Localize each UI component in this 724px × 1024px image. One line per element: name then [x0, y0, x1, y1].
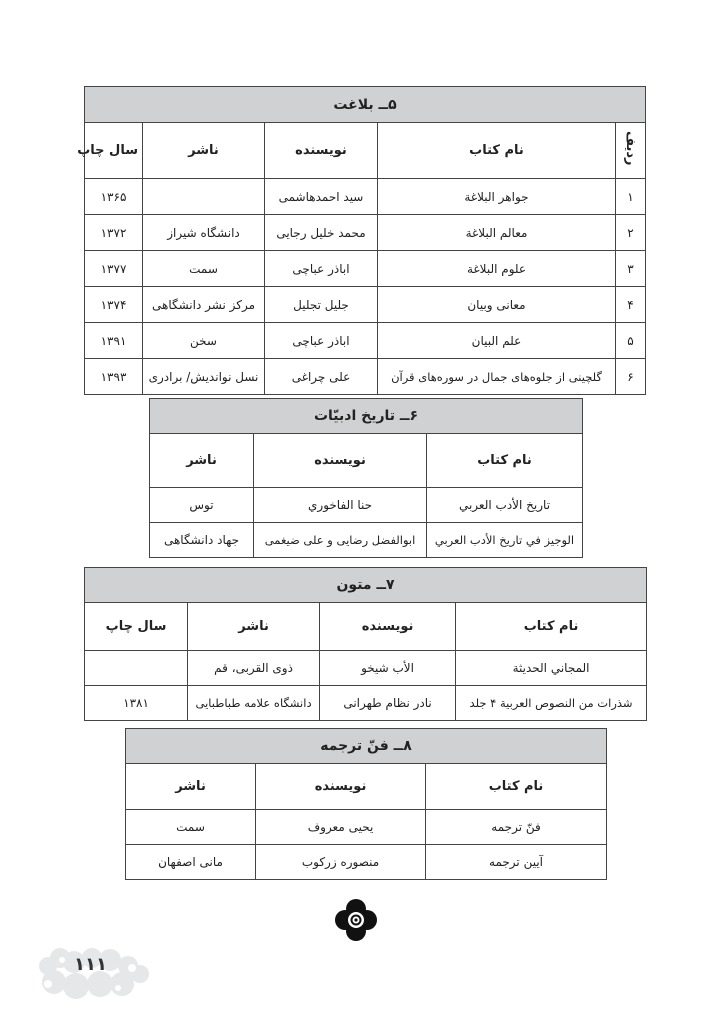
cell-year: ۱۳۷۷: [85, 251, 143, 287]
cell-publisher: سمت: [143, 251, 265, 287]
section-title: ۷ــ متون: [85, 568, 647, 603]
header-book: نام کتاب: [456, 603, 647, 651]
table-row: [85, 686, 647, 721]
header-year: سال چاپ: [85, 603, 188, 651]
table-row: [85, 215, 646, 251]
cell-publisher: ذوی القربی، قم: [188, 651, 320, 686]
cell-year: [85, 651, 188, 686]
table-texts: [84, 567, 647, 721]
cell-year: ۱۳۹۱: [85, 323, 143, 359]
cell-row-number: ۳: [616, 251, 646, 287]
cell-book: گلچینی از جلوه‌های جمال در سوره‌های قرآن: [378, 359, 616, 395]
cell-author: اباذر عباچی: [265, 251, 378, 287]
cell-book: آیین ترجمه: [426, 845, 607, 880]
table-row: [126, 845, 607, 880]
cell-publisher: نسل نواندیش/ برادری: [143, 359, 265, 395]
cell-author: علی چراغی: [265, 359, 378, 395]
cell-row-number: ۱: [616, 179, 646, 215]
cell-row-number: ۵: [616, 323, 646, 359]
cell-publisher: سمت: [126, 810, 256, 845]
cell-book: معالم البلاغة: [378, 215, 616, 251]
page-number-area: [34, 944, 154, 1004]
cell-publisher: جهاد دانشگاهی: [150, 523, 254, 558]
section-title: ۸ــ فنّ ترجمه: [126, 729, 607, 764]
cell-publisher: دانشگاه علامه طباطبایی: [188, 686, 320, 721]
cell-year: ۱۳۶۵: [85, 179, 143, 215]
cell-author: سید احمدهاشمی: [265, 179, 378, 215]
table-row: [85, 251, 646, 287]
cell-book: شذرات من النصوص العربیة ۴ جلد: [456, 686, 647, 721]
cell-publisher: توس: [150, 488, 254, 523]
table-literary-history: [149, 398, 583, 558]
cell-author: ابوالفضل رضایی و علی ضیغمی: [254, 523, 427, 558]
cell-author: یحیی معروف: [256, 810, 426, 845]
cell-author: جلیل تجلیل: [265, 287, 378, 323]
header-author: نویسنده: [254, 434, 427, 488]
cell-book: الوجیز في تاریخ الأدب العربي: [427, 523, 583, 558]
table-row: [85, 359, 646, 395]
table-row: [126, 810, 607, 845]
cell-year: ۱۳۹۳: [85, 359, 143, 395]
cell-row-number: ۲: [616, 215, 646, 251]
cell-publisher: مانی اصفهان: [126, 845, 256, 880]
header-row-number: ردیف: [616, 123, 646, 179]
table-translation: [125, 728, 607, 880]
table-row: [85, 651, 647, 686]
cell-publisher: دانشگاه شیراز: [143, 215, 265, 251]
cell-author: الأب شیخو: [320, 651, 456, 686]
cell-book: معانی وبیان: [378, 287, 616, 323]
cell-author: محمد خلیل رجایی: [265, 215, 378, 251]
table-balaghat: [77, 86, 646, 395]
cell-book: المجاني الحدیثة: [456, 651, 647, 686]
cell-author: اباذر عباچی: [265, 323, 378, 359]
header-book: نام کتاب: [378, 123, 616, 179]
header-year: سال چاپ: [85, 123, 143, 179]
header-author: نویسنده: [265, 123, 378, 179]
header-author: نویسنده: [256, 764, 426, 810]
cell-publisher: [143, 179, 265, 215]
table-row: [85, 323, 646, 359]
table-row: [150, 523, 583, 558]
table-row: [85, 179, 646, 215]
header-book: نام کتاب: [427, 434, 583, 488]
table-row: [85, 287, 646, 323]
header-publisher: ناشر: [150, 434, 254, 488]
cell-year: ۱۳۷۲: [85, 215, 143, 251]
cell-book: علوم البلاغة: [378, 251, 616, 287]
flower-ornament-icon: [334, 898, 378, 942]
cell-publisher: سخن: [143, 323, 265, 359]
cell-author: نادر نظام طهرانی: [320, 686, 456, 721]
header-author: نویسنده: [320, 603, 456, 651]
header-publisher: ناشر: [126, 764, 256, 810]
cell-author: حنا الفاخوري: [254, 488, 427, 523]
section-title: ۵ــ بلاغت: [85, 87, 646, 123]
cell-year: ۱۳۸۱: [85, 686, 188, 721]
cell-year: ۱۳۷۴: [85, 287, 143, 323]
cell-author: منصوره زرکوب: [256, 845, 426, 880]
table-row: [150, 488, 583, 523]
cell-book: تاریخ الأدب العربي: [427, 488, 583, 523]
header-publisher: ناشر: [143, 123, 265, 179]
section-title: ۶ــ تاریخ ادبیّات: [150, 399, 583, 434]
header-publisher: ناشر: [188, 603, 320, 651]
cell-row-number: ۶: [616, 359, 646, 395]
cell-book: علم البیان: [378, 323, 616, 359]
cell-book: فنّ ترجمه: [426, 810, 607, 845]
cell-row-number: ۴: [616, 287, 646, 323]
cell-publisher: مرکز نشر دانشگاهی: [143, 287, 265, 323]
cell-book: جواهر البلاغة: [378, 179, 616, 215]
header-book: نام کتاب: [426, 764, 607, 810]
page-number: ۱۱۱: [74, 954, 107, 975]
